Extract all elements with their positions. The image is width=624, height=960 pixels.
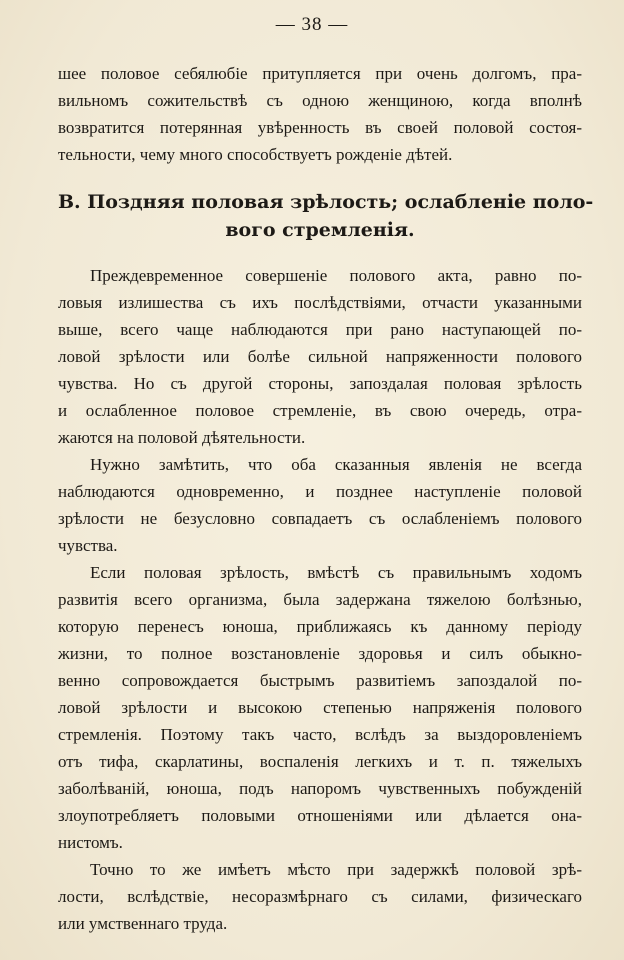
text-line: чувства. Но съ другой стороны, запоздалая половая зрѣлость — [58, 374, 582, 393]
section-heading — [58, 188, 594, 244]
text-line: заболѣваній, юноша, подъ напоромъ чувственныхъ побужденій — [58, 779, 582, 798]
text-line: отъ тифа, скарлатины, воспаленія легкихъ и т. п. тяжелыхъ — [58, 752, 582, 771]
text-line: наблюдаются одновременно, и позднее наступленіе половой — [58, 482, 582, 501]
text-line: шее половое себялюбіе притупляется при очень долгомъ, пра- — [58, 64, 582, 83]
text-line: и ослабленное половое стремленіе, въ свою очередь, отра- — [58, 401, 582, 420]
text-line: ловыя излишества съ ихъ послѣдствіями, отчасти указанными — [58, 293, 582, 312]
text-line: чувства. — [58, 536, 118, 555]
text-line: Преждевременное совершеніе полового акта, равно по- — [90, 266, 582, 285]
text-line: развитія всего организма, была задержана тяжелою болѣзнью, — [58, 590, 582, 609]
text-line: тельности, чему много способствуетъ рожденіе дѣтей. — [58, 145, 453, 164]
text-line: или умственнаго труда. — [58, 914, 228, 933]
text-line: выше, всего чаще наблюдаются при рано наступающей по- — [58, 320, 582, 339]
text-line: вильномъ сожительствѣ съ одною женщиною, когда вполнѣ — [58, 91, 582, 110]
intro-paragraph — [58, 60, 582, 168]
heading-line: вого стремленія. — [225, 219, 415, 241]
text-line: ловой зрѣлости и высокою степенью напряженія полового — [58, 698, 582, 717]
text-line: возвратится потерянная увѣренность въ своей половой состоя- — [58, 118, 582, 137]
text-line: нистомъ. — [58, 833, 123, 852]
text-line: Точно то же имѣетъ мѣсто при задержкѣ половой зрѣ- — [90, 860, 582, 879]
page-number: — 38 — — [275, 14, 349, 35]
text-line: жаются на половой дѣятельности. — [58, 428, 306, 447]
text-line: ловой зрѣлости или болѣе сильной напряженности полового — [58, 347, 582, 366]
text-line: Нужно замѣтить, что оба сказанныя явленія не всегда — [90, 455, 582, 474]
text-line: стремленія. Поэтому такъ часто, вслѣдъ за выздоровленіемъ — [58, 725, 582, 744]
text-line: зрѣлости не безусловно совпадаетъ съ ослабленіемъ полового — [58, 509, 582, 528]
heading-line: В. Поздняя половая зрѣлость; ослабленіе поло- — [58, 191, 594, 213]
section-body — [58, 262, 582, 937]
text-line: венно сопровождается быстрымъ развитіемъ запоздалой по- — [58, 671, 582, 690]
text-line: которую перенесъ юноша, приближаясь къ данному періоду — [58, 617, 582, 636]
text-line: злоупотребляетъ половыми отношеніями или дѣлается она- — [58, 806, 582, 825]
text-line: Если половая зрѣлость, вмѣстѣ съ правильнымъ ходомъ — [90, 563, 582, 582]
text-line: лости, вслѣдствіе, несоразмѣрнаго съ силами, физическаго — [58, 887, 582, 906]
text-line: жизни, то полное возстановленіе здоровья и силъ обыкно- — [58, 644, 582, 663]
